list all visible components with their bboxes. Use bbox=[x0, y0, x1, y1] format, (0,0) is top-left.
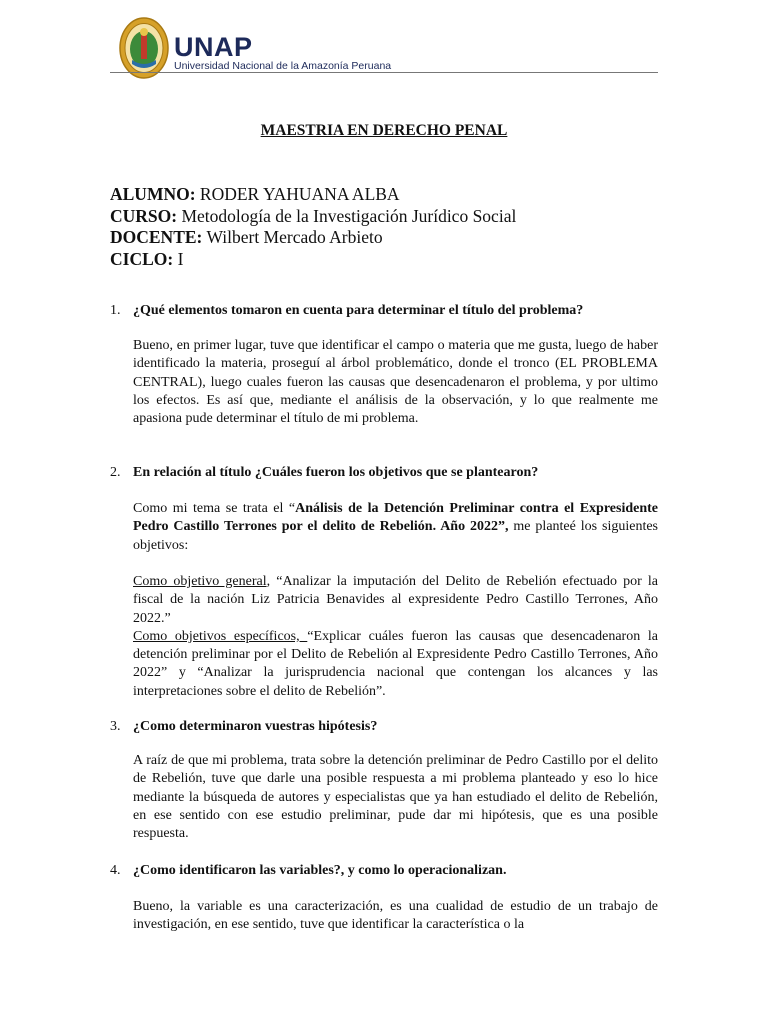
info-label: CICLO: bbox=[110, 248, 174, 269]
answer-text: Como mi tema se trata el “ bbox=[133, 501, 296, 516]
info-value: Wilbert Mercado Arbieto bbox=[206, 227, 383, 247]
question-text: ¿Qué elementos tomaron en cuenta para determinar el título del problema? bbox=[133, 303, 584, 318]
question-1 bbox=[110, 302, 658, 320]
question-number: 1. bbox=[110, 303, 121, 318]
answer-4: Bueno, la variable es una caracterización, es una cualidad de estudio de un trabajo de investigación, en ese sentido, tuve que identificar la característica o la bbox=[133, 899, 658, 933]
brand-name: UNAP bbox=[174, 32, 253, 62]
university-seal-icon bbox=[118, 16, 170, 80]
document-title: MAESTRIA EN DERECHO PENAL bbox=[260, 122, 508, 139]
info-value: I bbox=[177, 248, 184, 269]
answer-2-intro bbox=[133, 500, 658, 555]
question-number: 4. bbox=[110, 863, 121, 878]
thesis-title: Análisis de la Detención Preliminar contra el Expresidente Pedro Castillo Terrones por el delito de Rebelión. Año 2022”, bbox=[133, 501, 659, 535]
question-number: 3. bbox=[110, 719, 121, 734]
info-value: Metodología de la Investigación Jurídico Social bbox=[181, 205, 517, 226]
student-info bbox=[110, 184, 670, 270]
specific-objectives-label: Como objetivos específicos, bbox=[133, 628, 308, 644]
info-value: RODER YAHUANA ALBA bbox=[199, 184, 400, 204]
answer-1: Bueno, en primer lugar, tuve que identificar el campo o materia que me gusta, luego de haber identificado la materia, proseguí al árbol problemático, donde el tronco (EL PROBLEMA CENTRAL), luego cuales fueron las causas que desencadenaron el problema, y por ultimo los efectos. Es así que, mediante el análisis de la observación, y lo que realmente me apasiona pude determinar el título de mi problema. bbox=[133, 338, 658, 427]
specific-objectives-text: “Explicar cuáles fueron las causas que desencadenaron la detención preliminar por el Delito de Rebelión al Expresidente Pedro Castillo Terrones, Año 2022” y “Analizar la jurisprudencia nacional que contengan los alcances y las interpretaciones sobre el delito de Rebelión”. bbox=[133, 628, 658, 699]
question-4 bbox=[110, 862, 658, 880]
info-student bbox=[110, 184, 670, 206]
question-text: ¿Como determinaron vuestras hipótesis? bbox=[133, 719, 378, 734]
info-cycle bbox=[110, 249, 670, 271]
info-label: DOCENTE: bbox=[110, 227, 203, 247]
question-text: ¿Como identificaron las variables?, y como lo operacionalizan. bbox=[133, 863, 507, 878]
page-header bbox=[110, 14, 658, 76]
header-divider bbox=[110, 72, 658, 73]
brand-subtitle: Universidad Nacional de la Amazonía Peruana bbox=[174, 60, 392, 72]
answer-3: A raíz de que mi problema, trata sobre la detención preliminar de Pedro Castillo por el delito de Rebelión, tuve que darle una posible respuesta a mi problema planteado y eso lo hice mediante la búsqueda de autores y especialistas que ya han estudiado el delito de Rebelión, en ese sentido con ese estudio preliminar, pude dar mi hipótesis, que es una posible respuesta. bbox=[133, 753, 658, 842]
question-3 bbox=[110, 718, 658, 736]
general-objective-label: Como objetivo general bbox=[133, 574, 267, 589]
question-text: En relación al título ¿Cuáles fueron los objetivos que se plantearon? bbox=[133, 465, 539, 480]
info-course bbox=[110, 206, 670, 228]
answer-2-objectives bbox=[133, 573, 658, 701]
info-label: CURSO: bbox=[110, 205, 178, 226]
question-number: 2. bbox=[110, 465, 121, 480]
info-label: ALUMNO: bbox=[110, 184, 196, 204]
answer-text: me planteé los siguientes objetivos: bbox=[133, 519, 658, 553]
general-objective-text: , “Analizar la imputación del Delito de Rebelión efectuado por la fiscal de la nación Liz Patricia Benavides al expresidente Pedro Castillo Terrones, Año 2022.” bbox=[133, 574, 658, 626]
question-2 bbox=[110, 464, 658, 482]
info-teacher bbox=[110, 227, 670, 249]
